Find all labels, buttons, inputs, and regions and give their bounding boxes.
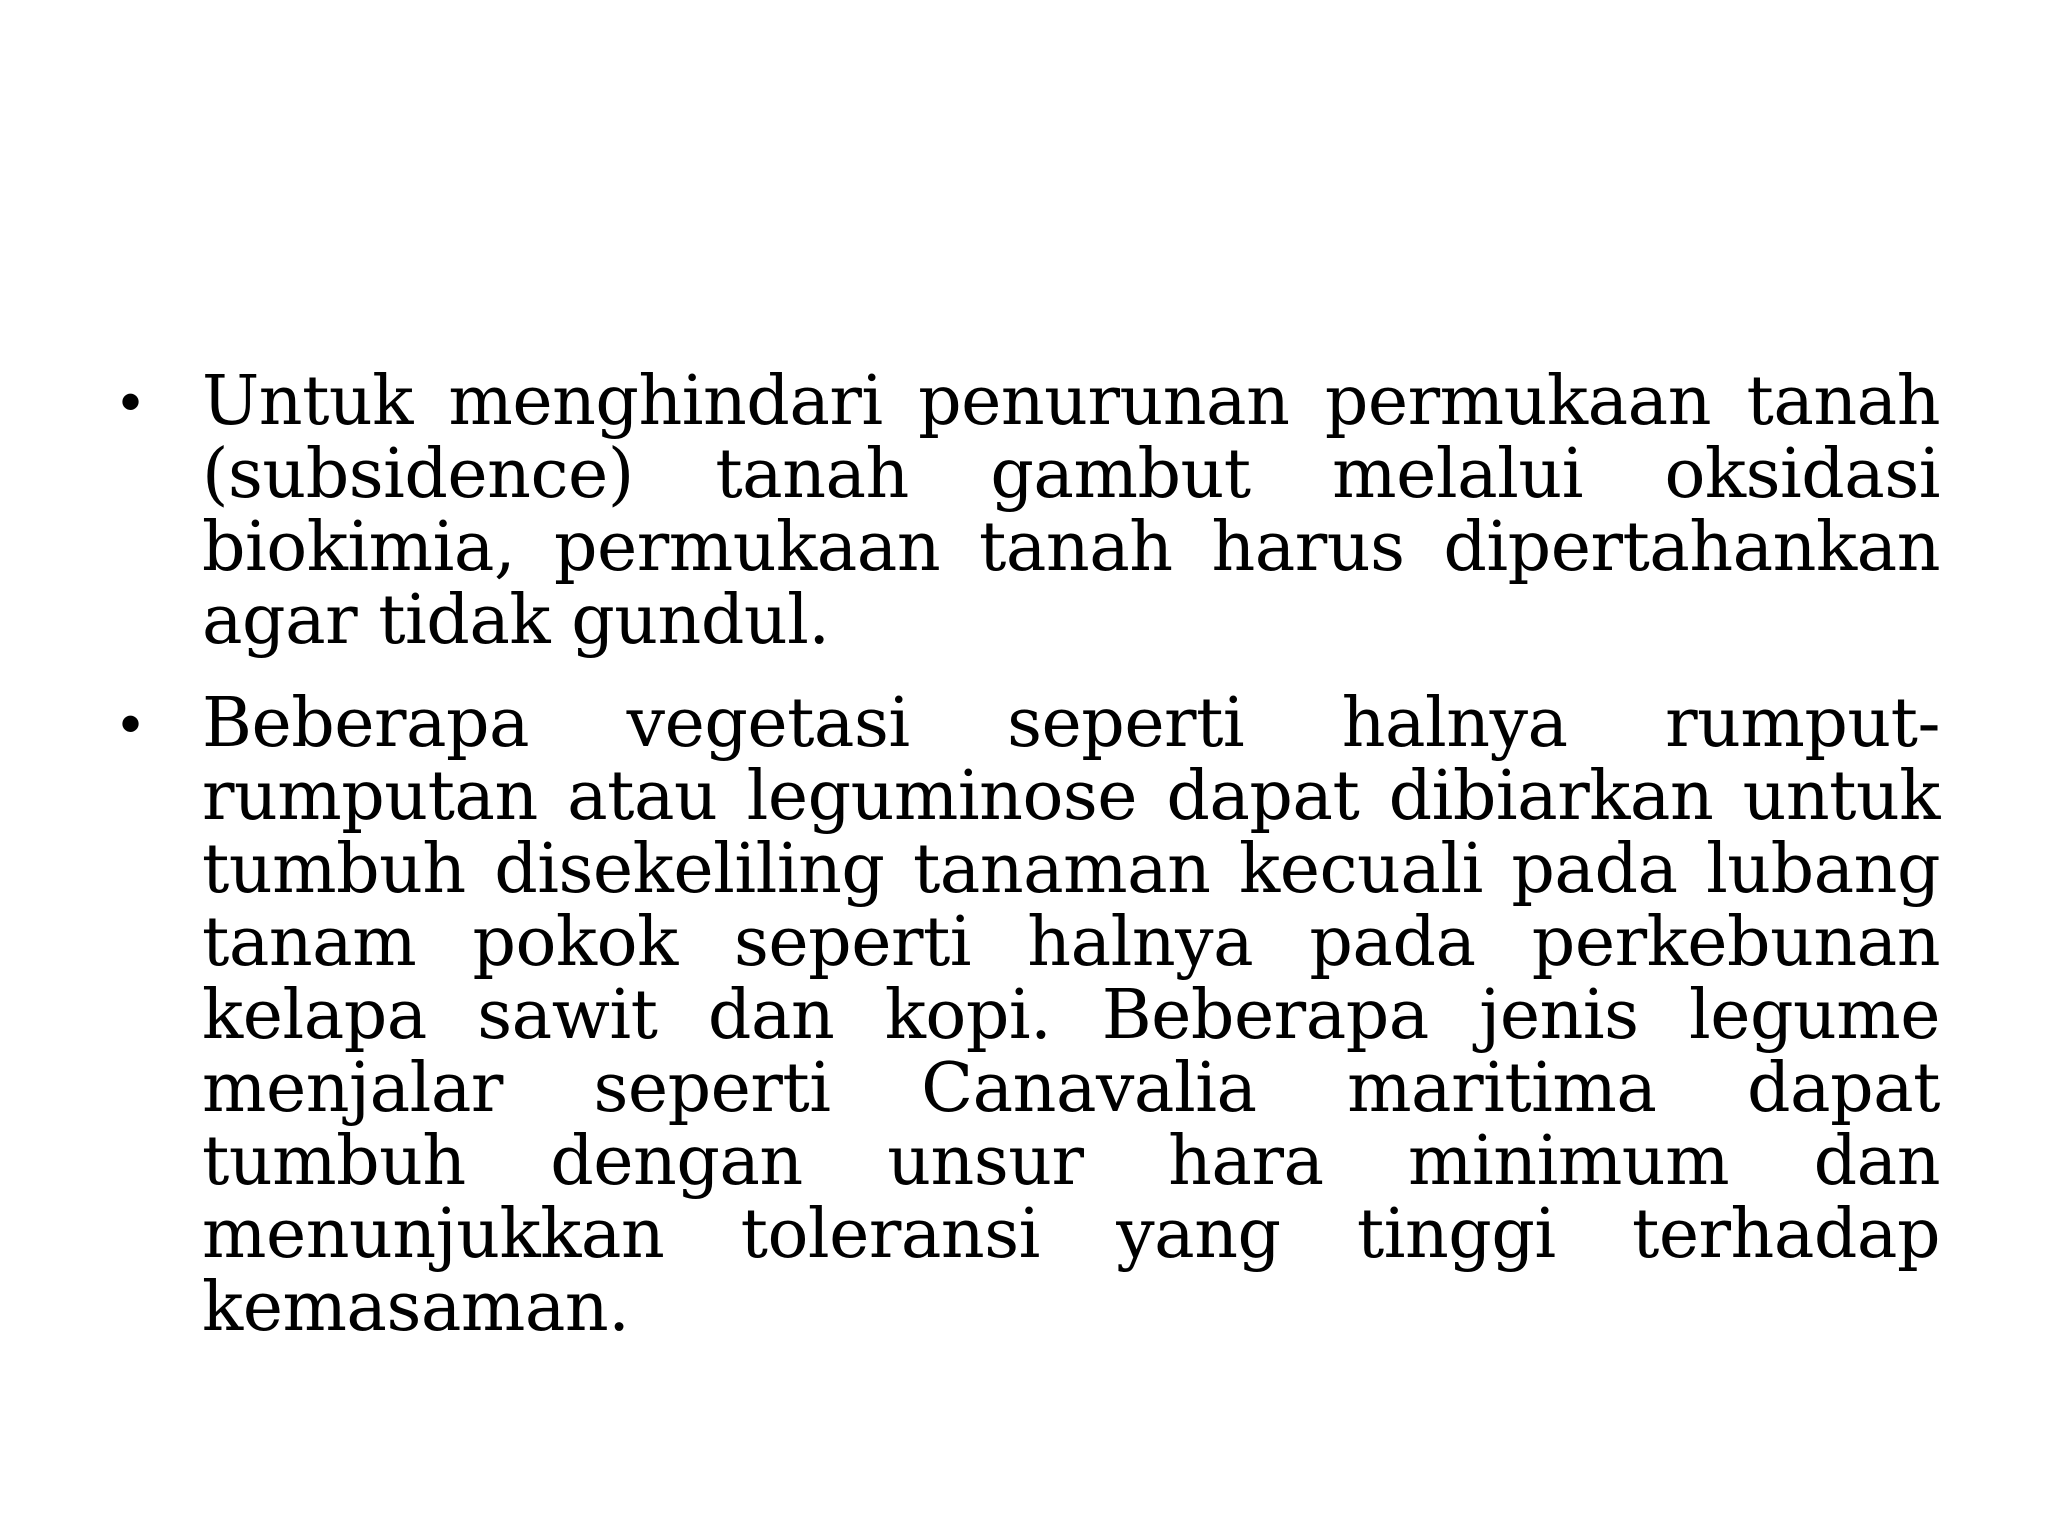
- bullet-text: Beberapa vegetasi seperti halnya rumput-rumputan atau leguminose dapat dibiarkan untuk tumbuh disekeliling tanaman kecuali pada lubang tanam pokok seperti halnya pada perkebunan kelapa sawit dan kopi. Beberapa jenis legume menjalar seperti Canavalia maritima dapat tumbuh dengan unsur hara minimum dan menunjukkan toleransi yang tinggi terhadap kemasaman.: [202, 684, 1940, 1347]
- bullet-text: Untuk menghindari penurunan permukaan tanah (subsidence) tanah gambut melalui oksidasi biokimia, permukaan tanah harus dipertahankan agar tidak gundul.: [202, 362, 1940, 660]
- bullet-marker: •: [120, 368, 141, 435]
- bullet-item-2: [120, 684, 1940, 1347]
- bullet-list: [120, 362, 1940, 1374]
- bullet-item-1: [120, 362, 1940, 660]
- bullet-marker: •: [120, 690, 141, 757]
